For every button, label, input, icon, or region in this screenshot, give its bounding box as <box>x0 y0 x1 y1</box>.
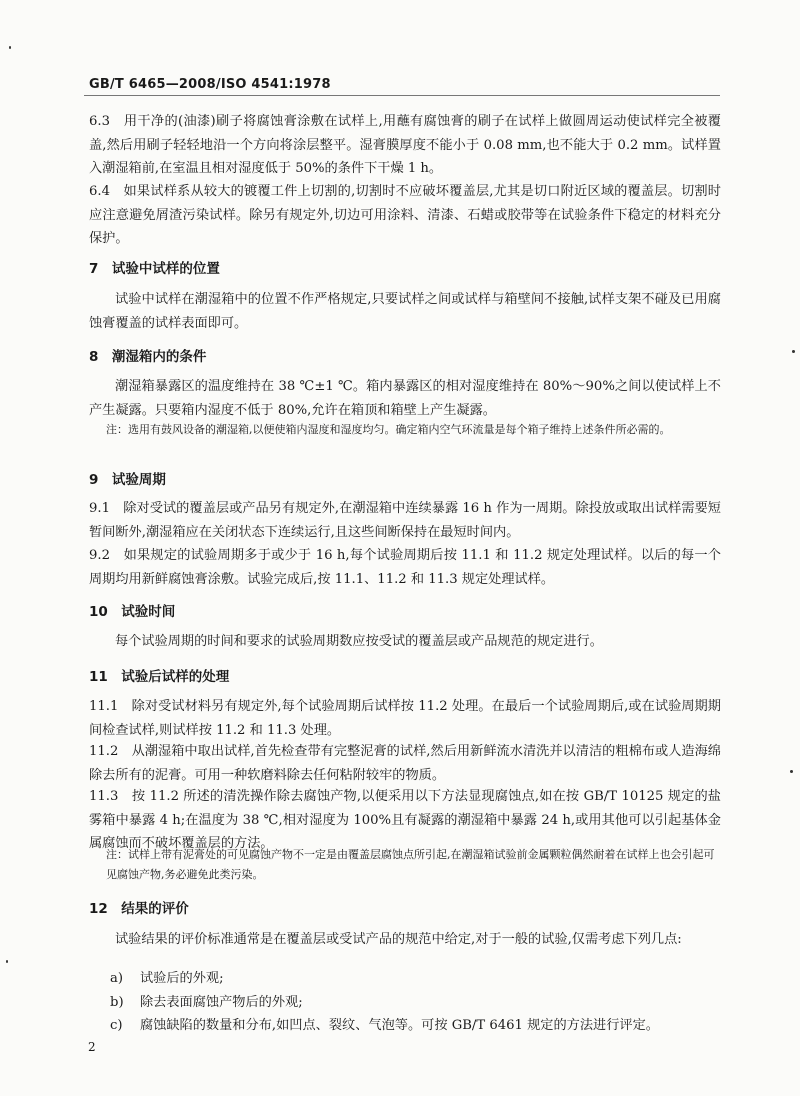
clause-11-1: 11.1 除对受试材料另有规定外,每个试验周期后试样按 11.2 处理。在最后一个试验周期后,或在试验周期期间检查试样,则试样按 11.2 和 11.3 处理。 <box>89 699 721 738</box>
header-rule <box>84 95 720 96</box>
list-item-b <box>110 992 303 1014</box>
list-marker: c) <box>110 1018 123 1033</box>
clause-9-1: 9.1 除对受试的覆盖层或产品另有规定外,在潮湿箱中连续暴露 16 h 作为一周期。除投放或取出试样需要短暂间断外,潮湿箱应在关闭状态下连续运行,且这些间断保持在最短时间内。 <box>89 501 721 540</box>
scan-speck <box>9 46 11 49</box>
clause-11-2: 11.2 从潮湿箱中取出试样,首先检查带有完整泥膏的试样,然后用新鲜流水清洗并以清洁的粗棉布或人造海绵除去所有的泥膏。可用一种软磨料除去任何粘附较牢的物质。 <box>89 744 721 783</box>
note-11: 注：试样上带有泥膏处的可见腐蚀产物不一定是由覆盖层腐蚀点所引起,在潮湿箱试验前金属颗粒偶然耐着在试样上也会引起可见腐蚀产物,务必避免此类污染。 <box>106 848 715 881</box>
list-text: 腐蚀缺陷的数量和分布,如凹点、裂纹、气泡等。可按 GB/T 6461 规定的方法进行评定。 <box>140 1018 659 1033</box>
clause-9-2: 9.2 如果规定的试验周期多于或少于 16 h,每个试验周期后按 11.1 和 11.2 规定处理试样。以后的每一个周期均用新鲜腐蚀膏涂敷。试验完成后,按 11.1、11.2 和 11.3 规定处理试样。 <box>89 548 721 587</box>
scan-speck <box>790 770 793 773</box>
scan-speck <box>6 960 8 963</box>
scan-speck <box>792 350 795 353</box>
list-marker: b) <box>110 995 124 1010</box>
clause-12-text: 试验结果的评价标准通常是在覆盖层或受试产品的规范中给定,对于一般的试验,仅需考虑下列几点: <box>115 932 682 947</box>
clause-11-3: 11.3 按 11.2 所述的清洗操作除去腐蚀产物,以便采用以下方法显现腐蚀点,如在按 GB/T 10125 规定的盐雾箱中暴露 4 h;在温度为 38 ℃,相对湿度为 100%且有凝露的潮湿箱中暴露 24 h,或用其他可以引起基体金属腐蚀而不破坏覆盖层的方法。 <box>89 789 721 851</box>
heading-7: 7 试验中试样的位置 <box>89 261 220 277</box>
clause-7-text: 试验中试样在潮湿箱中的位置不作严格规定,只要试样之间或试样与箱壁间不接触,试样支架不碰及已用腐蚀膏覆盖的试样表面即可。 <box>89 292 721 331</box>
heading-9: 9 试验周期 <box>89 472 166 488</box>
list-marker: a) <box>110 971 124 986</box>
heading-10: 10 试验时间 <box>89 604 176 620</box>
list-text: 试验后的外观; <box>140 971 224 986</box>
list-item-a <box>110 968 224 990</box>
clause-6-3: 6.3 用干净的(油漆)刷子将腐蚀膏涂敷在试样上,用蘸有腐蚀膏的刷子在试样上做圆周运动使试样完全被覆盖,然后用刷子轻轻地沿一个方向将涂层整平。湿膏膜厚度不能小于 0.08 mm,也不能大于 0.2 mm。试样置入潮湿箱前,在室温且相对湿度低于 50%的条件下干燥 1 h。 <box>89 114 721 176</box>
list-text: 除去表面腐蚀产物后的外观; <box>140 995 303 1010</box>
clause-6-4: 6.4 如果试样系从较大的镀覆工件上切割的,切割时不应破坏覆盖层,尤其是切口附近区域的覆盖层。切割时应注意避免屑渣污染试样。除另有规定外,切边可用涂料、清漆、石蜡或胶带等在试验条件下稳定的材料充分保护。 <box>89 184 721 246</box>
page-number: 2 <box>88 1040 96 1054</box>
heading-11: 11 试验后试样的处理 <box>89 669 230 685</box>
note-8: 注：选用有鼓风设备的潮湿箱,以便使箱内湿度和湿度均匀。确定箱内空气环流量是每个箱子维持上述条件所必需的。 <box>106 423 671 436</box>
heading-8: 8 潮湿箱内的条件 <box>89 349 207 365</box>
heading-12: 12 结果的评价 <box>89 901 189 917</box>
list-item-c <box>110 1015 659 1037</box>
clause-8-text: 潮湿箱暴露区的温度维持在 38 ℃±1 ℃。箱内暴露区的相对湿度维持在 80%～90%之间以使试样上不产生凝露。只要箱内湿度不低于 80%,允许在箱顶和箱壁上产生凝露。 <box>89 379 721 418</box>
clause-10-text: 每个试验周期的时间和要求的试验周期数应按受试的覆盖层或产品规范的规定进行。 <box>115 634 603 649</box>
standard-code-header: GB/T 6465—2008/ISO 4541:1978 <box>89 77 331 92</box>
